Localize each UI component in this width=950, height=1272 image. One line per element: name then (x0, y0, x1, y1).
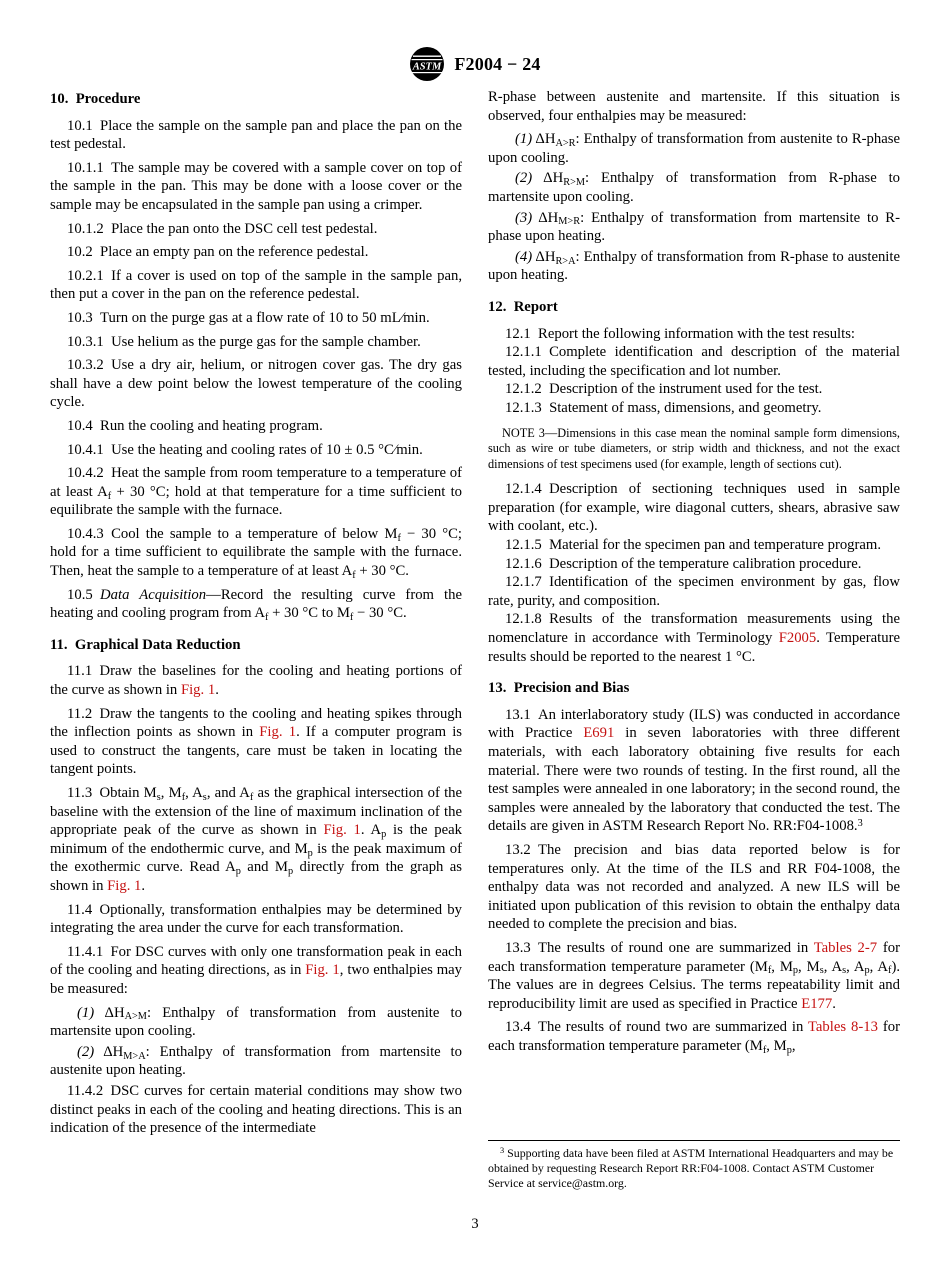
paragraph: (1) $\Delta H_{A>R}$: Enthalpy of transformation from austenite to R-phase upon cooling. (488, 131, 900, 166)
note-paragraph: NOTE 3—Dimensions in this case mean the nominal sample form dimensions, such as wire or tube diameters, or strip width and thickness, and not the exact dimensions of test specimens used (for example, length of sections cut). (488, 425, 900, 471)
section-heading: 11. Graphical Data Reduction (50, 636, 241, 653)
paragraph: 13.4 The results of round two are summarized in Tables 8-13 for each transformation temperature parameter ($M_f$, $M_p$, (488, 1019, 900, 1056)
paragraph: 12.1.1 Complete identification and description of the material tested, including the specification and lot number. (488, 344, 900, 379)
footnote-area (488, 1140, 900, 1192)
paragraph: 12.1 Report the following information with the test results: (505, 325, 856, 342)
paragraph: 10.4 Run the cooling and heating program. (67, 417, 323, 434)
body-columns (50, 88, 900, 1143)
astm-logo-icon (409, 46, 445, 82)
right-column (488, 88, 900, 1143)
footnote-paragraph: $^3$ Supporting data have been filed at ASTM International Headquarters and may be obtained by requesting Research Report RR:F04-1008. Contact ASTM Customer Service at service@astm.org. (488, 1146, 894, 1191)
astm-logo-text: ASTM (413, 61, 442, 73)
footnote-text-container (488, 1146, 900, 1192)
paragraph: (2) $\Delta H_{M>A}$: Enthalpy of transformation from martensite to austenite upon heating. (50, 1043, 462, 1079)
paragraph: (3) $\Delta H_{M>R}$: Enthalpy of transformation from martensite to R-phase upon heating. (488, 209, 900, 245)
paragraph: 10.1 Place the sample on the sample pan and place the pan on the test pedestal. (50, 117, 462, 153)
paragraph: 12.1.7 Identification of the specimen environment by gas, flow rate, purity, and composition. (488, 574, 900, 609)
page-header (0, 46, 950, 82)
link-f2005[interactable]: F2005 (778, 630, 817, 647)
paragraph: 10.2.1 If a cover is used on top of the sample in the sample pan, then put a cover in the pan on the reference pedestal. (50, 267, 462, 303)
paragraph: (4) $\Delta H_{R>A}$: Enthalpy of transformation from R-phase to austenite upon heating. (488, 248, 900, 284)
link-e691[interactable]: E691 (583, 725, 615, 742)
paragraph: 11.1 Draw the baselines for the cooling and heating portions of the curve as shown in Fig. 1. (50, 663, 462, 699)
page-footer (0, 1216, 950, 1233)
paragraph: R-phase between austenite and martensite. If this situation is observed, four enthalpies may be measured: (488, 89, 900, 124)
paragraph: 10.3.1 Use helium as the purge gas for the sample chamber. (67, 333, 421, 350)
paragraph: 13.2 The precision and bias data reported below is for temperatures only. At the time of the ILS and RR F04-1008, the enthalpy data was not recorded and analyzed. A new ILS will be initiated upon publication of this revision to obtain the enthalpy data needed to complete the precision and bias. (488, 841, 900, 933)
paragraph: 11.4.2 DSC curves for certain material conditions may show two distinct peaks in each of the cooling and heating directions. This is an indication of the presence of the intermediate (50, 1082, 462, 1137)
paragraph: 10.1.2 Place the pan onto the DSC cell test pedestal. (67, 220, 378, 237)
paragraph: 10.4.1 Use the heating and cooling rates of 10 ± 0.5 °C⁄min. (67, 441, 423, 458)
link-fig-1[interactable]: Fig. 1 (107, 877, 142, 894)
link-tables-2-7[interactable]: Tables 2-7 (813, 939, 878, 956)
link-fig-1[interactable]: Fig. 1 (180, 682, 216, 699)
document-code: F2004 − 24 (454, 53, 541, 74)
footnote-rule (488, 1140, 900, 1141)
paragraph: 12.1.3 Statement of mass, dimensions, and geometry. (505, 399, 822, 416)
paragraph: 10.1.1 The sample may be covered with a sample cover on top of the sample in the pan. This may be done with a loose cover or the sample may be encapsulated in the sample pan using a crimper. (50, 159, 462, 213)
page-number: 3 (471, 1216, 479, 1232)
section-heading: 10. Procedure (50, 91, 141, 107)
paragraph: (2) $\Delta H_{R>M}$: Enthalpy of transformation from R-phase to martensite upon cooling. (488, 170, 900, 205)
paragraph: 10.4.2 Heat the sample from room temperature to a temperature of at least $A_f + 30$ °C; hold at that temperature for a time sufficient to equilibrate the sample with the furnace. (50, 465, 462, 519)
paragraph: 12.1.2 Description of the instrument used for the test. (505, 381, 823, 398)
paragraph: (1) $\Delta H_{A>M}$: Enthalpy of transformation from austenite to martensite upon cooling. (50, 1004, 462, 1040)
paragraph: 12.1.8 Results of the transformation measurements using the nomenclature in accordance with Terminology F2005. Temperature results should be reported to the nearest 1 °C. (488, 611, 900, 665)
paragraph: 11.4 Optionally, transformation enthalpies may be determined by integrating the area under the curve for each transformation. (50, 901, 462, 937)
link-fig-1[interactable]: Fig. 1 (305, 962, 340, 979)
section-heading: 12. Report (488, 298, 558, 315)
link-e177[interactable]: E177 (801, 995, 833, 1012)
paragraph: 13.1 An interlaboratory study (ILS) was conducted in accordance with Practice E691 in seven laboratories with three different materials, with each laboratory obtaining five results for each material. There were two rounds of testing. In the first round, all the test samples were annealed in one laboratory; in the second round, the samples were annealed by the laboratory that conducted the test. The details are given in ASTM Research Report No. RR:F04-1008.$^3$ (488, 706, 900, 835)
paragraph: 10.3 Turn on the purge gas at a flow rate of 10 to 50 mL⁄min. (67, 309, 430, 326)
link-fig-1[interactable]: Fig. 1 (259, 724, 297, 741)
paragraph: 13.3 The results of round one are summarized in Tables 2-7 for each transformation temperature parameter ($M_f$, $M_p$, $M_s$, $A_s$, $A_p$, $A_f$). The values are in degrees Celsius. The terms repeatability limit and reproducibility limit are used as specified in Practice E177. (488, 939, 901, 1012)
paragraph: 10.4.3 Cool the sample to a temperature of below $M_f - 30$ °C; hold for a time sufficient to equilibrate the sample with the furnace. Then, heat the sample to a temperature of at least $A_f + 30$ °C. (50, 525, 462, 581)
section-heading: 13. Precision and Bias (488, 680, 630, 697)
paragraph: 12.1.6 Description of the temperature calibration procedure. (505, 555, 862, 572)
paragraph: 11.3 Obtain $M_s$, $M_f$, $A_s$, and $A_f$ as the graphical intersection of the baseline with the extension of the line of maximum inclination of the appropriate peak of the curve as shown in Fig. 1. $A_p$ is the peak minimum of the endothermic curve, and $M_p$ is the peak maximum of the exothermic curve. Read $A_p$ and $M_p$ directly from the graph as shown in Fig. 1. (50, 785, 463, 894)
link-tables-8-13[interactable]: Tables 8-13 (807, 1019, 878, 1036)
left-column (50, 88, 462, 1143)
paragraph: 10.2 Place an empty pan on the reference pedestal. (67, 244, 369, 261)
paragraph: 12.1.4 Description of sectioning techniques used in sample preparation (for example, wire diagonal cutters, shears, abrasive saw with coolant, etc.). (488, 481, 900, 535)
paragraph: 12.1.5 Material for the specimen pan and temperature program. (505, 537, 882, 554)
paragraph: 11.2 Draw the tangents to the cooling and heating spikes through the inflection points as shown in Fig. 1. If a computer program is used to construct the tangents, care must be taken in locating the tangent points. (50, 705, 462, 778)
link-fig-1[interactable]: Fig. 1 (323, 822, 361, 839)
paragraph: 10.3.2 Use a dry air, helium, or nitrogen cover gas. The dry gas shall have a dew point below the lowest temperature of the cooling cycle. (50, 357, 462, 411)
paragraph: 11.4.1 For DSC curves with only one transformation peak in each of the cooling and heating directions, as in Fig. 1, two enthalpies may be measured: (50, 943, 463, 997)
paragraph: 10.5 Data Acquisition—Record the resulting curve from the heating and cooling program from $A_f + 30$ °C to $M_f - 30$ °C. (50, 586, 462, 624)
